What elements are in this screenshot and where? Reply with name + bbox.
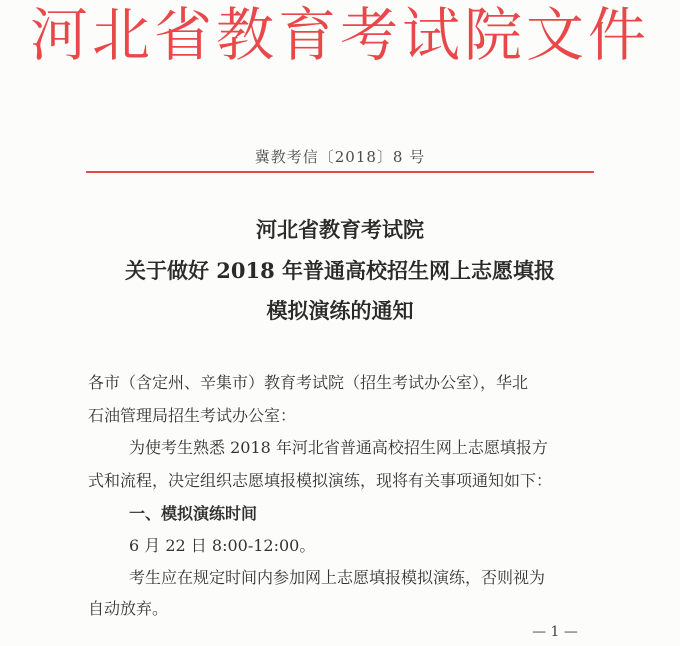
section-heading-drill-time: 一、模拟演练时间 xyxy=(129,504,258,523)
drill-time-value: 6 月 22 日 8:00-12:00。 xyxy=(129,536,316,555)
red-divider-line xyxy=(86,171,594,173)
salutation-line-1: 各市（含定州、辛集市）教育考试院（招生考试办公室），华北 xyxy=(88,373,529,392)
letterhead-title: 河北省教育考试院文件 xyxy=(29,1,650,69)
intro-line-1: 为使考生熟悉 2018 年河北省普通高校招生网上志愿填报方 xyxy=(129,438,548,457)
page-number: — 1 — xyxy=(532,624,578,640)
document-number: 冀教考信〔2018〕8 号 xyxy=(254,148,426,166)
notice-title-line-1: 河北省教育考试院 xyxy=(256,217,424,242)
salutation-line-2: 石油管理局招生考试办公室： xyxy=(88,406,297,425)
notice-title-line-3: 模拟演练的通知 xyxy=(266,298,414,323)
intro-line-2: 式和流程，决定组织志愿填报模拟演练，现将有关事项通知如下： xyxy=(88,471,553,490)
notice-title-line-2: 关于做好 2018 年普通高校招生网上志愿填报 xyxy=(124,258,556,283)
drill-note-line-2: 自动放弃。 xyxy=(88,599,169,618)
drill-note-line-1: 考生应在规定时间内参加网上志愿填报模拟演练，否则视为 xyxy=(129,568,546,587)
